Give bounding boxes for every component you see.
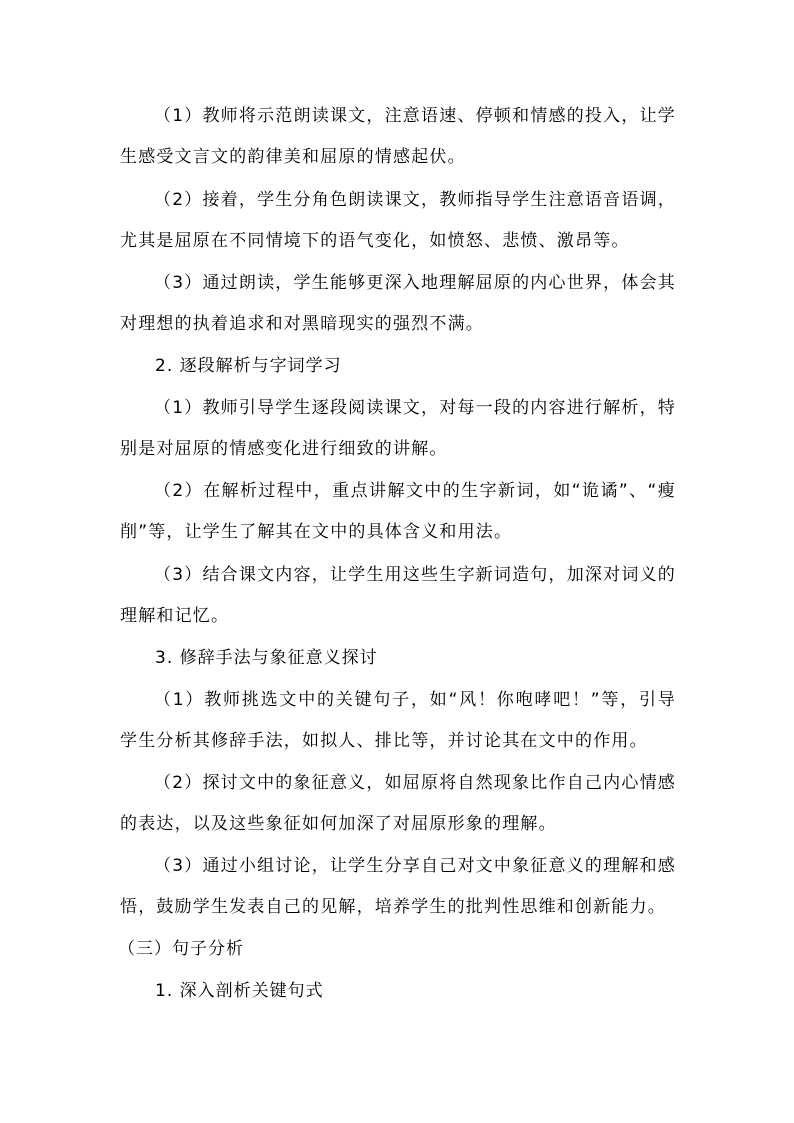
section-heading-3: （三）句子分析 — [118, 939, 244, 959]
paragraph-8: （2）探讨文中的象征意义，如屈原将自然现象比作自己内心情感的表达，以及这些象征如何加深了对屈原形象的理解。 — [120, 773, 676, 834]
paragraph-6: （3）结合课文内容，让学生用这些生字新词造句，加深对词义的理解和记忆。 — [120, 565, 676, 626]
paragraph-2: （2）接着，学生分角色朗读课文，教师指导学生注意语音语调，尤其是屈原在不同情境下的语气变化，如愤怒、悲愤、激昂等。 — [120, 190, 676, 251]
paragraph-5: （2）在解析过程中，重点讲解文中的生字新词，如“诡谲”、“瘦削”等，让学生了解其在文中的具体含义和用法。 — [120, 481, 676, 542]
subheading-2: 2. 逐段解析与字词学习 — [155, 356, 342, 376]
paragraph-4: （1）教师引导学生逐段阅读课文，对每一段的内容进行解析，特别是对屈原的情感变化进行细致的讲解。 — [120, 398, 676, 459]
subheading-1: 1. 深入剖析关键句式 — [155, 981, 324, 1001]
paragraph-3: （3）通过朗读，学生能够更深入地理解屈原的内心世界，体会其对理想的执着追求和对黑暗现实的强烈不满。 — [120, 273, 676, 334]
paragraph-9: （3）通过小组讨论，让学生分享自己对文中象征意义的理解和感悟，鼓励学生发表自己的见解，培养学生的批判性思维和创新能力。 — [120, 856, 676, 917]
paragraph-1: （1）教师将示范朗读课文，注意语速、停顿和情感的投入，让学生感受文言文的韵律美和屈原的情感起伏。 — [120, 106, 676, 167]
paragraph-7: （1）教师挑选文中的关键句子，如“风！你咆哮吧！”等，引导学生分析其修辞手法，如拟人、排比等，并讨论其在文中的作用。 — [120, 690, 676, 751]
subheading-3: 3. 修辞手法与象征意义探讨 — [155, 648, 378, 668]
